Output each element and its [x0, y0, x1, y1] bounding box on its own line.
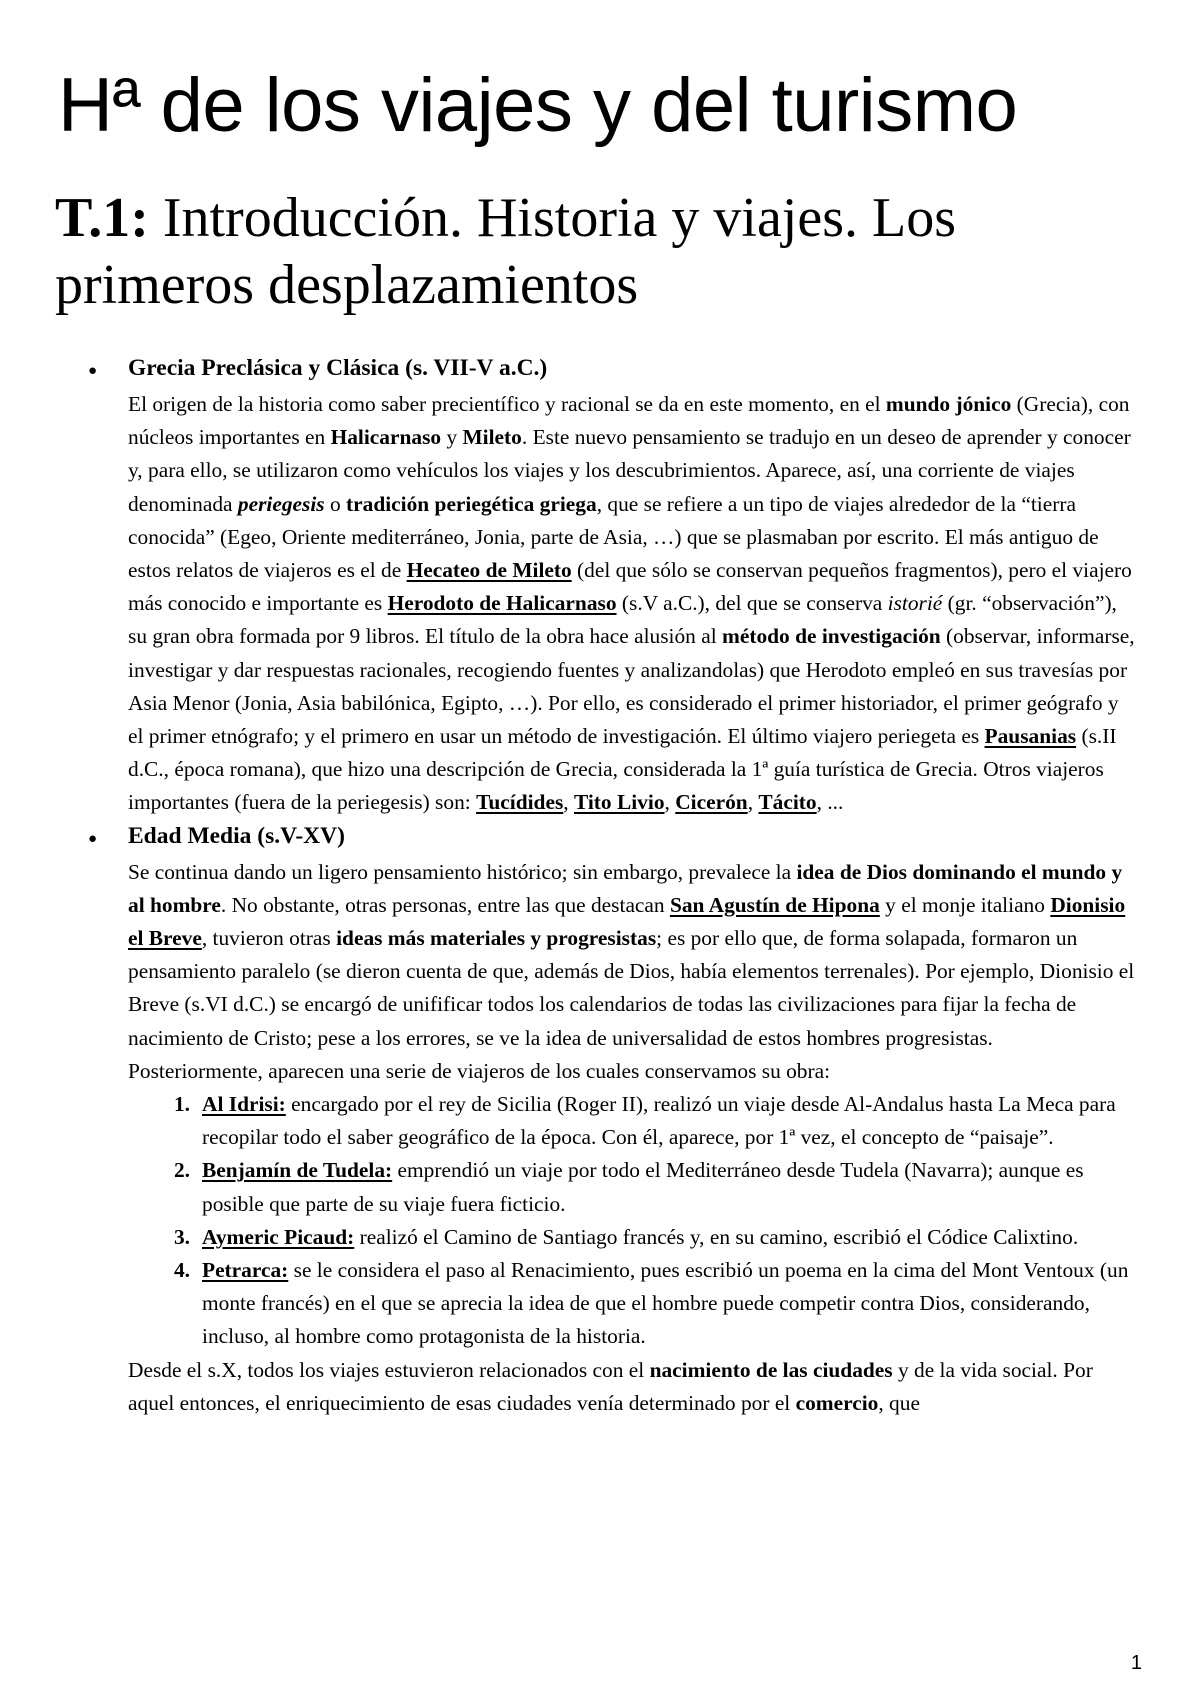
name-hecateo: Hecateo de Mileto [406, 558, 572, 583]
bullet-icon: ● [88, 830, 98, 847]
list-item: 3. Aymeric Picaud: realizó el Camino de Santiago francés y, en su camino, escribió el Códice Calixtino. [173, 1224, 1079, 1249]
list-item: 2. Benjamín de Tudela: emprendió un viaje por todo el Mediterráneo desde Tudela (Navarra); aunque es posible que parte de su viaje fuera ficticio. [173, 1158, 1084, 1216]
section-paragraph-edad-media: Se continua dando un ligero pensamiento histórico; sin embargo, prevalece la idea de Dios dominando el mundo y al hombre. No obstante, otras personas, entre las que destacan San Agustín de Hipona y el monje italiano Dionisio el Breve, tuvieron otras ideas más materiales y progresistas; es por ello que, de forma solapada, formaron un pensamiento paralelo (se dieron cuenta de que, además de Dios, había elementos terrenales). Por ejemplo, Dionisio el Breve (s.VI d.C.) se encargó de unifificar todos los calendarios de todas las civilizaciones para fijar la fecha de nacimiento de Cristo; pese a los errores, se ve la idea de universalidad de estos hombres progresistas. [128, 859, 1135, 1050]
document-title: Hª de los viajes y del turismo [58, 63, 1018, 148]
name-tacito: Tácito [758, 790, 817, 815]
list-intro: Posteriormente, aparecen una serie de viajeros de los cuales conservamos su obra: [128, 1058, 831, 1083]
document-body [88, 352, 1138, 1420]
name-ciceron: Cicerón [675, 790, 748, 815]
chapter-heading-text: Introducción. Historia y viajes. Los primeros desplazamientos [55, 187, 957, 316]
list-item: 4. Petrarca: se le considera el paso al Renacimiento, pues escribió un poema en la cima del Mont Ventoux (un monte francés) en el que se aprecia la idea de que el hombre puede competir contra Dios, considerando, incluso, al hombre como protagonista de la historia. [173, 1258, 1129, 1349]
name-tucidides: Tucídides [476, 790, 564, 815]
travelers-list [128, 1088, 1138, 1354]
name-pausanias: Pausanias [984, 724, 1077, 749]
name-dionisio: Dionisio el Breve [128, 892, 1126, 951]
chapter-label: T.1: [55, 187, 149, 249]
section-heading-edad-media: ● Edad Media (s.V-XV) [88, 820, 1138, 856]
name-tito-livio: Tito Livio [573, 790, 665, 815]
bullet-icon: ● [88, 363, 98, 379]
section-paragraph-grecia: El origen de la historia como saber precientífico y racional se da en este momento, en el mundo jónico (Grecia), con núcleos importantes en Halicarnaso y Mileto. Este nuevo pensamiento se tradujo en un deseo de aprender y conocer y, para ello, se utilizaron como vehículos los viajes y los descubrimientos. Aparece, así, una corriente de viajes denominada periegesis o tradición periegética griega, que se refiere a un tipo de viajes alrededor de la “tierra conocida” (Egeo, Oriente mediterráneo, Jonia, parte de Asia, …) que se plasmaban por escrito. El más antiguo de estos relatos de viajeros es el de Hecateo de Mileto (del que sólo se conservan pequeños fragmentos), pero el viajero más conocido e importante es Herodoto de Halicarnaso (s.V a.C.), del que se conserva istorié (gr. “observación”), su gran obra formada por 9 libros. El título de la obra hace alusión al método de investigación (observar, informarse, investigar y dar respuestas racionales, recogiendo fuentes y analizandolas) que Herodoto empleó en sus travesías por Asia Menor (Jonia, Asia babilónica, Egipto, …). Por ello, es considerado el primer historiador, el primer geógrafo y el primer etnógrafo; y el primero en usar un método de investigación. El último viajero periegeta es Pausanias (s.II d.C., época romana), que hizo una descripción de Grecia, considerada la 1ª guía turística de Grecia. Otros viajeros importantes (fuera de la periegesis) son: Tucídides, Tito Livio, Cicerón, Tácito, ... [128, 392, 1135, 815]
list-item: 1. Al Idrisi: encargado por el rey de Sicilia (Roger II), realizó un viaje desde Al-Andalus hasta La Meca para recopilar todo el saber geográfico de la época. Con él, aparece, por 1ª vez, el concepto de “paisaje”. [173, 1092, 1116, 1150]
page-number: 1 [1130, 1652, 1142, 1674]
section-heading-grecia: ● Grecia Preclásica y Clásica (s. VII-V a.C.) [88, 352, 1138, 388]
chapter-title [55, 185, 1155, 318]
closing-paragraph: Desde el s.X, todos los viajes estuvieron relacionados con el nacimiento de las ciudades y de la vida social. Por aquel entonces, el enriquecimiento de esas ciudades venía determinado por el comercio, que [128, 1357, 1093, 1415]
name-herodoto: Herodoto de Halicarnaso [387, 591, 617, 616]
name-san-agustin: San Agustín de Hipona [669, 892, 880, 917]
